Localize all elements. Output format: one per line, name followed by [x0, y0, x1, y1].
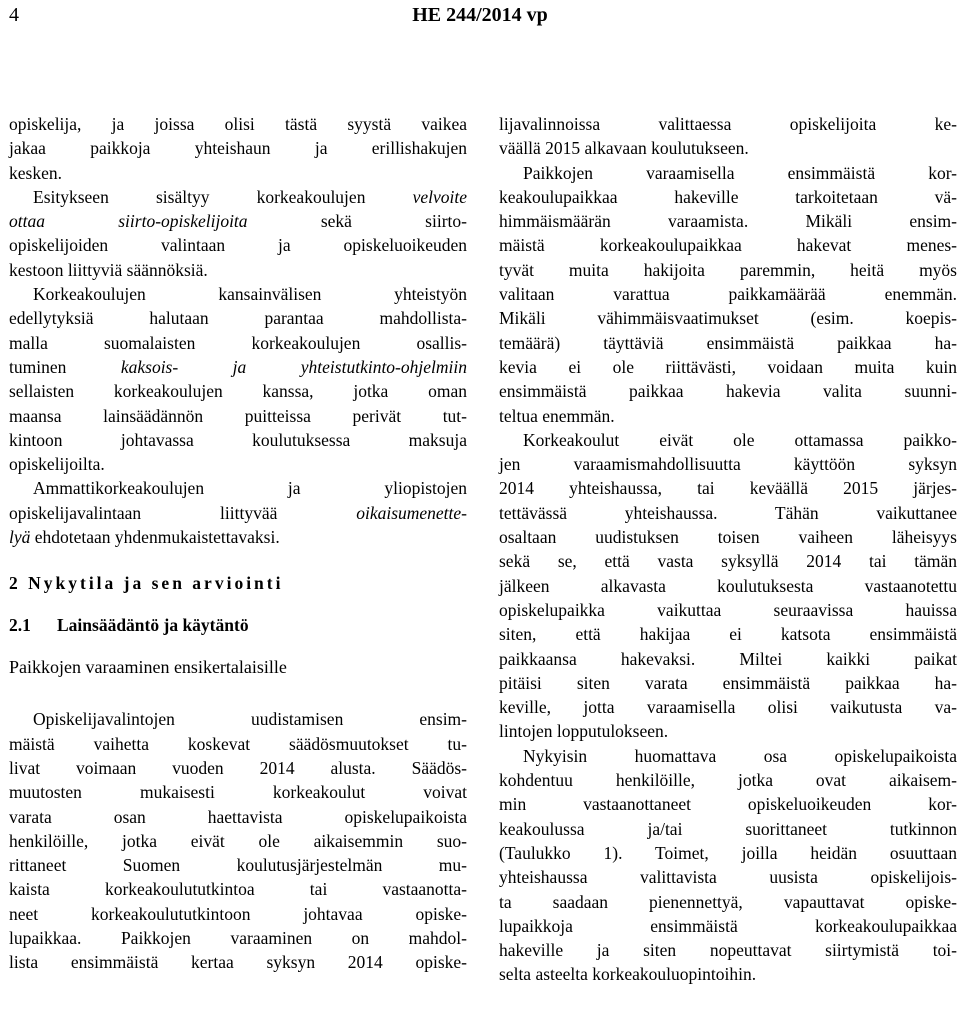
- text-line: ensimmäistä paikkaa hakevia valita suunni-: [499, 381, 957, 402]
- text-line: 2014 yhteishaussa, tai keväällä 2015 järjes-: [499, 478, 957, 499]
- text-line: kestoon liittyviä säännöksiä.: [9, 259, 208, 280]
- text-line: ta saadaan pienennettyä, vapauttavat opiske-: [499, 891, 957, 912]
- text-line: paikkaansa hakevaksi. Miltei kaikki paikat: [499, 648, 957, 669]
- text-line: [9, 525, 467, 549]
- text-line: teltua enemmän.: [499, 405, 615, 426]
- text-line: sellaisten korkeakoulujen kanssa, jotka oman: [9, 381, 467, 402]
- text-run: opiskelijavalintaan liittyvää: [9, 502, 357, 523]
- text-line: opiskelijoilta.: [9, 454, 105, 475]
- paragraph: [499, 744, 957, 987]
- text-line: opiskelupaikka vaikuttaa seuraavissa hauissa: [499, 599, 957, 620]
- text-line: maansa lainsäädännön puitteissa perivät tut-: [9, 405, 467, 426]
- text-line: kintoon johtavassa koulutuksessa maksuja: [9, 429, 467, 450]
- text-line: tettävässä yhteishaussa. Tähän vaikuttanee: [499, 502, 957, 523]
- paragraph: [9, 707, 467, 974]
- topic-heading: Paikkojen varaaminen ensikertalaisille: [9, 657, 287, 678]
- page-header: [0, 0, 960, 40]
- left-column: [9, 112, 467, 975]
- text-line: (Taulukko 1). Toimet, joilla heidän osuuttaan: [499, 842, 957, 863]
- text-line: selta asteelta korkeakouluopintoihin.: [499, 964, 757, 985]
- text-line: Paikkojen varaamisella ensimmäistä kor-: [523, 162, 957, 183]
- text-line: lista ensimmäistä kertaa syksyn 2014 opiske-: [9, 952, 467, 973]
- text-line: osaltaan uudistuksen toisen vaiheen läheisyys: [499, 527, 957, 548]
- subsection-number: 2.1: [9, 615, 31, 636]
- text-run: Esitykseen sisältyy korkeakoulujen: [33, 186, 413, 207]
- paragraph: [499, 112, 957, 161]
- document-id: HE 244/2014 vp: [412, 4, 548, 26]
- text-line: opiskelijoiden valintaan ja opiskeluoikeuden: [9, 235, 467, 256]
- italic-text-run: velvoite: [412, 186, 467, 207]
- italic-text-run: kaksois- ja yhteistutkinto-ohjelmiin: [120, 356, 467, 377]
- text-line: Nykyisin huomattava osa opiskelupaikoista: [523, 745, 957, 766]
- text-line: temäärä) täyttäviä ensimmäistä paikkaa ha-: [499, 332, 957, 353]
- text-line: malla suomalaisten korkeakoulujen osallis-: [9, 332, 467, 353]
- paragraph: [499, 428, 957, 744]
- text-line: Mikäli vähimmäisvaatimukset (esim. koepis-: [499, 308, 957, 329]
- text-line: rittaneet Suomen koulutusjärjestelmän mu-: [9, 855, 467, 876]
- text-line: jälkeen alkavasta koulutuksesta vastaanotettu: [499, 575, 957, 596]
- text-run: ehdotetaan yhdenmukaistettavaksi.: [30, 527, 280, 548]
- text-run: sekä siirto-: [247, 211, 467, 232]
- text-line: valitaan varattua paikkamäärää enemmän.: [499, 284, 957, 305]
- text-line: Korkeakoulut eivät ole ottamassa paikko-: [523, 429, 957, 450]
- text-line: [9, 355, 467, 379]
- text-line: muutosten mukaisesti korkeakoulut voivat: [9, 782, 467, 803]
- text-line: yhteishaussa valittavista uusista opiskelijois-: [499, 867, 957, 888]
- text-line: [9, 501, 467, 525]
- text-line: kesken.: [9, 162, 62, 183]
- section-heading: 2 Nykytila ja sen arviointi: [9, 573, 284, 594]
- text-line: sekä se, että vasta syksyllä 2014 tai tämän: [499, 551, 957, 572]
- text-line: edellytyksiä halutaan parantaa mahdollista-: [9, 308, 467, 329]
- text-line: lupaikkoja ensimmäistä korkeakoulupaikkaa: [499, 915, 957, 936]
- text-line: kohdentuu henkilöille, jotka ovat aikaisem-: [499, 770, 957, 791]
- text-line: mäistä vaihetta koskevat säädösmuutokset tu-: [9, 733, 467, 754]
- right-column: [499, 112, 957, 987]
- text-line: neet korkeakoulututkintoon johtavaa opiske-: [9, 903, 467, 924]
- text-line: opiskelija, ja joissa olisi tästä syystä vaikea: [9, 114, 467, 134]
- text-line: jakaa paikkoja yhteishaun ja erillishakujen: [9, 138, 467, 159]
- text-line: lupaikkaa. Paikkojen varaaminen on mahdol-: [9, 928, 467, 949]
- text-line: hakeville ja siten nopeuttavat siirtymistä toi-: [499, 940, 957, 961]
- text-line: keville, jotta varaamisella olisi vaikutusta va-: [499, 697, 957, 718]
- text-line: keakoulupaikkaa hakeville tarkoitetaan vä-: [499, 186, 957, 207]
- text-line: Opiskelijavalintojen uudistamisen ensim-: [33, 709, 467, 730]
- text-line: Korkeakoulujen kansainvälisen yhteistyön: [33, 284, 467, 305]
- text-line: livat voimaan vuoden 2014 alusta. Säädös-: [9, 757, 467, 778]
- italic-text-run: ottaa siirto-opiskelijoita: [9, 211, 248, 232]
- text-line: [9, 185, 467, 209]
- paragraph: [9, 112, 467, 185]
- subsection-title: Lainsäädäntö ja käytäntö: [57, 615, 249, 636]
- paragraph: [499, 161, 957, 428]
- page-number: 4: [9, 4, 19, 26]
- text-line: henkilöille, jotka eivät ole aikaisemmin suo-: [9, 830, 467, 851]
- text-line: min vastaanottaneet opiskeluoikeuden kor-: [499, 794, 957, 815]
- text-line: siten, että hakijaa ei katsota ensimmäistä: [499, 624, 957, 645]
- italic-text-run: lyä: [9, 527, 31, 548]
- paragraph: [9, 476, 467, 549]
- text-line: lijavalinnoissa valittaessa opiskelijoita ke-: [499, 114, 957, 134]
- subsection-heading: [9, 613, 467, 637]
- text-run: tuminen: [9, 356, 121, 377]
- text-line: jen varaamismahdollisuutta käyttöön syksyn: [499, 454, 957, 475]
- text-line: himmäismäärän varaamista. Mikäli ensim-: [499, 211, 957, 232]
- spacer: [9, 679, 467, 707]
- italic-text-run: oikaisumenette-: [356, 502, 467, 523]
- text-line: pitäisi siten varata ensimmäistä paikkaa ha-: [499, 672, 957, 693]
- text-line: varata osan haettavista opiskelupaikoista: [9, 806, 467, 827]
- text-line: väällä 2015 alkavaan koulutukseen.: [499, 138, 749, 159]
- text-line: kevia ei ole riittävästi, voidaan muita kuin: [499, 356, 957, 377]
- text-line: lintojen lopputulokseen.: [499, 721, 669, 742]
- text-line: tyvät muita hakijoita paremmin, heitä myös: [499, 259, 957, 280]
- paragraph: [9, 282, 467, 476]
- text-line: [9, 209, 467, 233]
- text-line: keakoulussa ja/tai suorittaneet tutkinnon: [499, 818, 957, 839]
- text-line: Ammattikorkeakoulujen ja yliopistojen: [33, 478, 467, 499]
- text-line: kaista korkeakoulututkintoa tai vastaanotta-: [9, 879, 467, 900]
- paragraph: [9, 185, 467, 282]
- text-line: mäistä korkeakoulupaikkaa hakevat menes-: [499, 235, 957, 256]
